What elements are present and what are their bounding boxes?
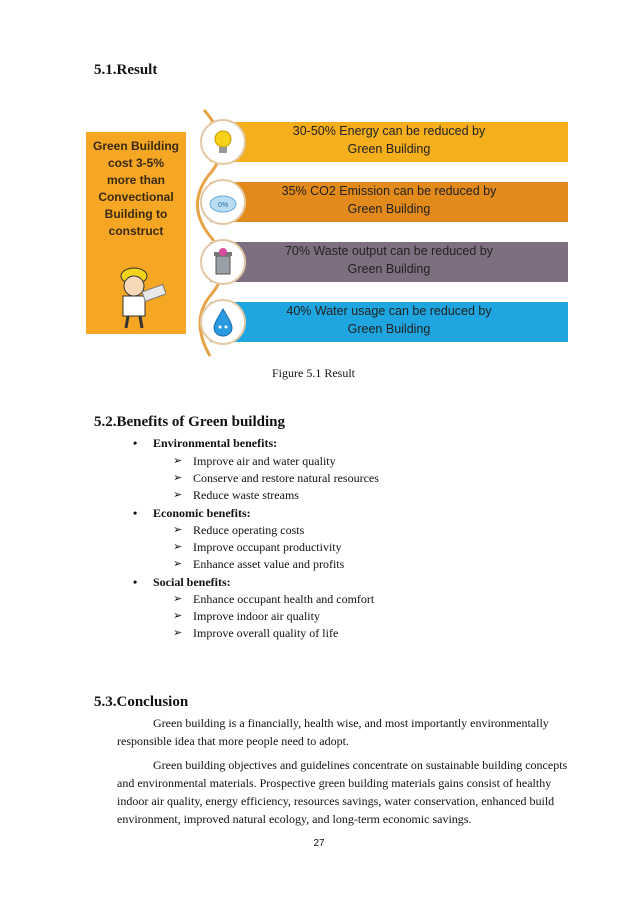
arrow-bullet-icon: ➢ bbox=[173, 541, 183, 553]
list-item: ➢ Enhance asset value and profits bbox=[173, 557, 345, 571]
waste-band bbox=[210, 242, 568, 282]
co2-band-line1: 35% CO2 Emission can be reduced by bbox=[281, 184, 497, 198]
water-band-line1: 40% Water usage can be reduced by bbox=[286, 304, 492, 318]
waste-band-line1: 70% Waste output can be reduced by bbox=[284, 244, 493, 258]
figure-caption: Figure 5.1 Result bbox=[272, 366, 355, 380]
energy-band-line1: 30-50% Energy can be reduced by bbox=[292, 124, 486, 138]
page-number: 27 bbox=[313, 838, 325, 849]
list-item: ➢ Improve occupant productivity bbox=[173, 540, 342, 554]
conclusion-paragraph-line: Green building objectives and guidelines concentrate on sustainable building concepts bbox=[153, 758, 568, 772]
lightbulb-icon bbox=[200, 119, 246, 165]
list-item: ➢ Enhance occupant health and comfort bbox=[173, 592, 375, 606]
conclusion-paragraph-line: responsible idea that more people need to adopt. bbox=[117, 734, 349, 748]
benefit-group-title: • Economic benefits: bbox=[153, 506, 251, 521]
benefit-group-title: • Social benefits: bbox=[153, 575, 231, 590]
cost-info-line: construct bbox=[108, 224, 164, 238]
cost-info-line: Building to bbox=[104, 207, 168, 221]
conclusion-paragraph-line: Green building is a financially, health wise, and most importantly environmentally bbox=[153, 716, 549, 730]
energy-band-line2: Green Building bbox=[347, 142, 431, 156]
waste-band-line2: Green Building bbox=[347, 262, 431, 276]
section-heading-result: 5.1.Result bbox=[94, 62, 158, 78]
arrow-bullet-icon: ➢ bbox=[173, 524, 183, 536]
conclusion-paragraph-line: and environmental materials. Prospective green building materials gains consist of healthy bbox=[117, 776, 552, 790]
section-heading-benefits: 5.2.Benefits of Green building bbox=[94, 414, 285, 430]
benefit-group-title: • Environmental benefits: bbox=[153, 436, 277, 451]
water-drop-icon bbox=[200, 299, 246, 345]
arrow-bullet-icon: ➢ bbox=[173, 472, 183, 484]
conclusion-paragraph-line: environment, improved natural ecology, and long-term economic savings. bbox=[117, 812, 472, 826]
cost-info-line: Convectional bbox=[98, 190, 174, 204]
cost-info-line: more than bbox=[106, 173, 165, 187]
arrow-bullet-icon: ➢ bbox=[173, 593, 183, 605]
cloud-icon-text: 0% bbox=[217, 202, 229, 209]
cloud-icon bbox=[200, 179, 246, 225]
cost-info-box bbox=[86, 132, 186, 334]
arrow-bullet-icon: ➢ bbox=[173, 455, 183, 467]
result-infographic bbox=[86, 106, 578, 362]
conclusion-paragraph-line: indoor air quality, energy efficiency, resources savings, water conservation, enhanced build bbox=[117, 794, 555, 808]
water-band bbox=[210, 302, 568, 342]
cost-info-line: Green Building bbox=[92, 139, 179, 153]
trash-bin-icon bbox=[200, 239, 246, 285]
arrow-bullet-icon: ➢ bbox=[173, 558, 183, 570]
worker-character-icon bbox=[106, 266, 166, 330]
water-band-line2: Green Building bbox=[347, 322, 431, 336]
arrow-bullet-icon: ➢ bbox=[173, 610, 183, 622]
cost-info-line: cost 3-5% bbox=[107, 156, 165, 170]
list-item: ➢ Conserve and restore natural resources bbox=[173, 471, 379, 485]
list-item: ➢ Improve indoor air quality bbox=[173, 609, 320, 623]
co2-band-line2: Green Building bbox=[347, 202, 431, 216]
list-item: ➢ Reduce operating costs bbox=[173, 523, 305, 537]
arrow-bullet-icon: ➢ bbox=[173, 627, 183, 639]
list-item: ➢ Improve air and water quality bbox=[173, 454, 336, 468]
list-item: ➢ Reduce waste streams bbox=[173, 488, 299, 502]
section-heading-conclusion: 5.3.Conclusion bbox=[94, 694, 189, 710]
co2-band bbox=[210, 182, 568, 222]
energy-band bbox=[210, 122, 568, 162]
list-item: ➢ Improve overall quality of life bbox=[173, 626, 339, 640]
arrow-bullet-icon: ➢ bbox=[173, 489, 183, 501]
